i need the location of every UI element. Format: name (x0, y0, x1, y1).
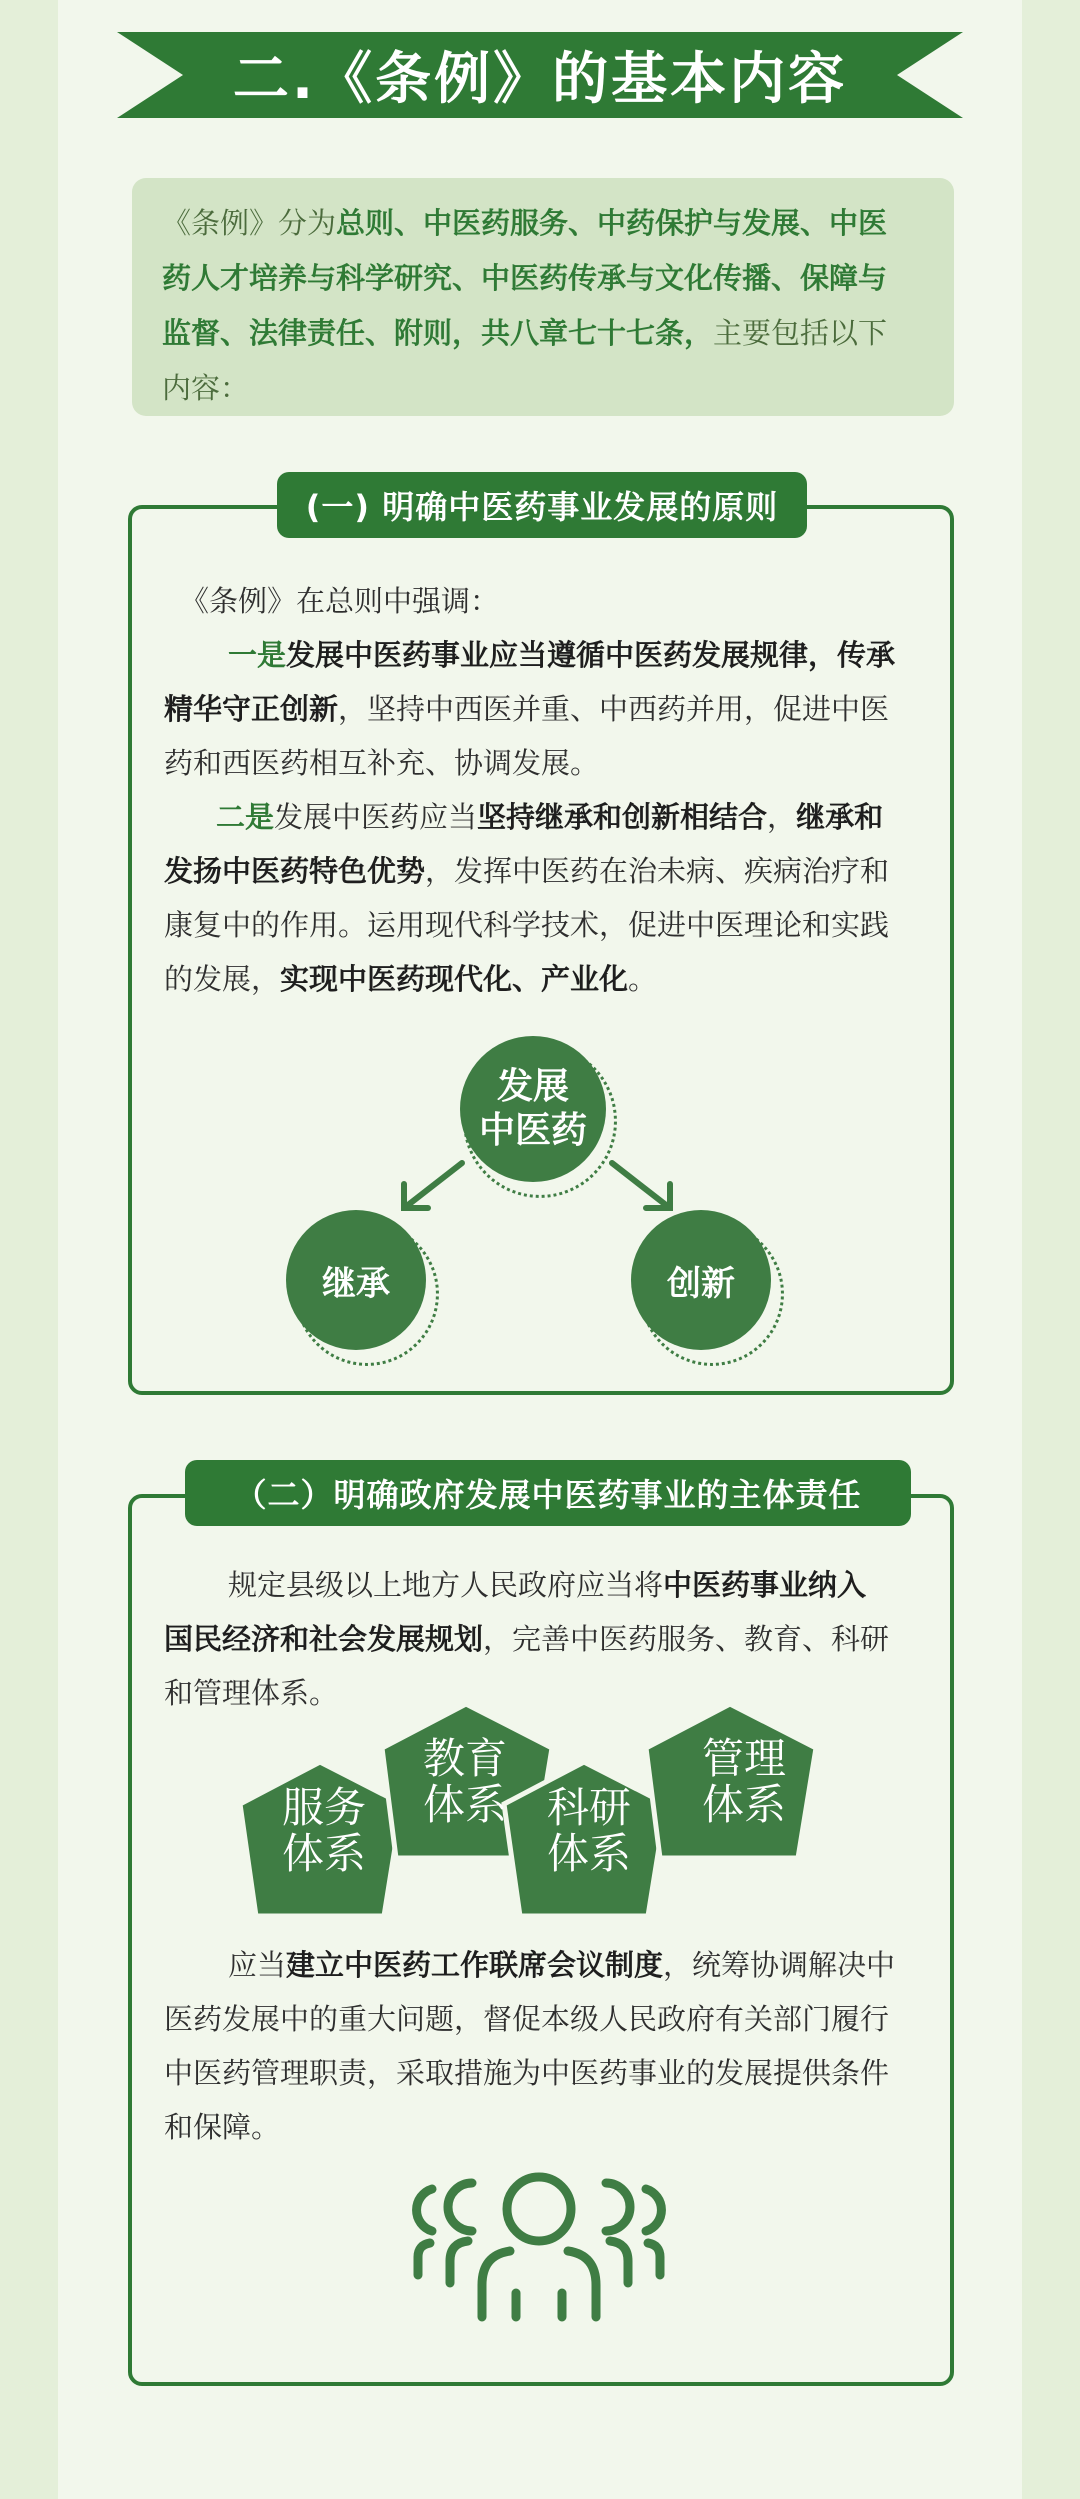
innovate-circle: 创新 (631, 1210, 771, 1350)
management-system-label (676, 1732, 812, 1832)
point-two-text: 康复中的作用。运用现代科学技术，促进中医理论和实践 (164, 908, 890, 942)
section2-text: 医药发展中的重大问题，督促本级人民政府有关部门履行 (164, 2002, 890, 2036)
develop-circle-label: 中医药 (478, 1110, 587, 1151)
section2-text: 规定县级以上地方人民政府应当将 (228, 1568, 664, 1602)
point-one-text: ，坚持中西医并重、中西药并用，促进中医 (338, 692, 890, 726)
service-system-label (256, 1776, 392, 1886)
pentagon-text: 科研 (546, 1783, 631, 1832)
section2-bold: 国民经济和社会发展规划 (164, 1622, 484, 1656)
pentagon-text: 体系 (701, 1780, 786, 1829)
point-two-text: 发展中医药应当 (274, 800, 478, 834)
section2-text: 和管理体系。 (164, 1676, 339, 1710)
research-system-label (521, 1776, 657, 1886)
point-two-text: 的发展， (164, 962, 281, 996)
section-banner (117, 30, 963, 120)
intro-bold: 总则、中医药服务、中药保护与发展、中医 (336, 206, 888, 240)
people-group-icon (410, 2165, 668, 2325)
section1-lead: 《条例》在总则中强调： (180, 584, 500, 618)
point-two-bold: 继承和 (796, 800, 884, 834)
intro-text: 主要包括以下 (713, 316, 888, 350)
section2-text: 应当 (228, 1948, 287, 1982)
point-one-bold: 精华守正创新 (164, 692, 339, 726)
point-one-label: 一是 (228, 638, 287, 672)
arrow-left-down-icon (408, 1163, 462, 1205)
section2-text: ，统筹协调解决中 (663, 1948, 896, 1982)
section2-tag: （二）明确政府发展中医药事业的主体责任 (185, 1460, 911, 1526)
pentagon-text: 体系 (546, 1829, 631, 1878)
point-two-bold: 实现中医药现代化、产业化 (280, 962, 629, 996)
pentagon-text: 服务 (281, 1783, 366, 1832)
section2-bold: 建立中医药工作联席会议制度 (286, 1948, 664, 1982)
point-two-text: 。 (628, 962, 658, 996)
point-two-text: ， (767, 800, 797, 834)
point-two-label: 二是 (216, 800, 275, 834)
intro-bold: 监督、法律责任、附则，共八章七十七条， (162, 316, 714, 350)
point-two-bold: 发扬中医药特色优势 (164, 854, 426, 888)
section2-text-a (164, 1558, 944, 1720)
pentagon-text: 教育 (422, 1734, 507, 1783)
intro-text: 内容： (162, 371, 250, 405)
intro-box (132, 178, 954, 416)
intro-text: 《条例》分为 (162, 206, 337, 240)
intro-bold: 药人才培养与科学研究、中医药传承与文化传播、保障与 (162, 261, 888, 295)
banner-title: 二.《条例》的基本内容 (232, 47, 848, 112)
point-one-text: 药和西医药相互补充、协调发展。 (164, 746, 600, 780)
section2-text: 和保障。 (164, 2110, 281, 2144)
arrow-icons (390, 1148, 700, 1220)
pentagon-text: 体系 (281, 1829, 366, 1878)
pentagon-text: 体系 (422, 1780, 507, 1829)
section1-text (164, 574, 940, 1006)
point-one-bold: 发展中医药事业应当遵循中医药发展规律，传承 (286, 638, 896, 672)
education-system-label (397, 1732, 533, 1832)
section2-text: ，完善中医药服务、教育、科研 (483, 1622, 890, 1656)
arrow-right-down-icon (612, 1163, 666, 1205)
section2-text-b (164, 1938, 944, 2154)
section2-bold: 中医药事业纳入 (663, 1568, 867, 1602)
develop-circle-label: 发展 (496, 1066, 569, 1107)
pentagon-text: 管理 (701, 1734, 786, 1783)
point-two-bold: 坚持继承和创新相结合 (477, 800, 768, 834)
section1-tag: (一) 明确中医药事业发展的原则 (277, 472, 807, 538)
section2-text: 中医药管理职责，采取措施为中医药事业的发展提供条件 (164, 2056, 890, 2090)
inherit-circle: 继承 (286, 1210, 426, 1350)
point-two-text: ，发挥中医药在治未病、疾病治疗和 (425, 854, 890, 888)
